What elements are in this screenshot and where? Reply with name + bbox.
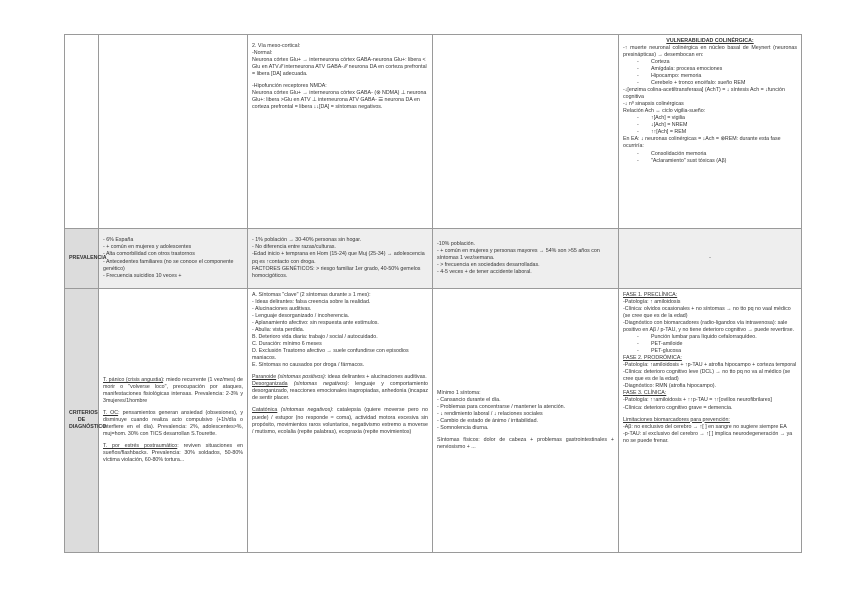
text-line: - Somnolencia diurna. (437, 425, 489, 432)
cell-empty-label (65, 35, 99, 229)
paranoide-note: (síntomas positivos) (276, 374, 325, 381)
text-line: En EA: ↓ neuronas colinérgicas = ↓Ach = ⊗REM: durante esta fase ocurriría: (623, 136, 783, 150)
bullet-list (623, 115, 797, 136)
text-line: -Hipofunción receptores NMDA: (252, 83, 327, 90)
text-line: - 4-5 veces + de tener accidente laboral. (437, 269, 532, 276)
text-line: Neurona córtex Glu+ → interneurona córtex GABA- (⊗ NDMA) ⊥ neurona Glu+: libera >Glu en ATV ⊥ interneurona ATV GABA- ☰ neurona DA en corteza prefrontal = libera ↓↓[DA] = síntomas negativos. (252, 90, 428, 111)
row-header-criterios: CRITERIOS DE DIAGNÓSTICO (65, 289, 99, 553)
bullet-list (623, 334, 797, 355)
cell-prevalence-anxiety (99, 229, 248, 289)
text-line: -Aβ: no exclusivo del cerebro → ↑[ ] en sangre no sugiere siempre EA (623, 423, 787, 430)
text-line: - + común en mujeres y adolescentes (103, 244, 192, 251)
text-line: - 1% población → 30-40% personas sin hogar. (252, 237, 362, 244)
list-item: - Hipocampo: memoria (651, 73, 797, 80)
text-line: - ↓ rendimiento laboral / ↓ relaciones sociales (437, 410, 543, 417)
text-line: - Frecuencia suicidios 10 veces + (103, 272, 182, 279)
list-item: - Consolidación memoria (651, 151, 797, 158)
text-line: -Diagnóstico con biomarcadores (radio-ligandos vía intravenosa): sale positivo en Aβ / p-TAU, y no tiene deterioro cognitivo → puede revertirse. (623, 320, 795, 334)
text-line: -Patología: ↑amiloidosis + ↑p-TAU + atrofia hipocampo + corteza temporal (623, 362, 797, 369)
list-item: - ↑↑[Ach] = REM (651, 129, 797, 136)
comparison-table (64, 34, 802, 553)
term-ptsd: T. por estrés postraumático (103, 443, 178, 450)
list-item: - ↑[Ach] = vigilia (651, 115, 797, 122)
phase-title: FASE 2. PRODRÓMICA: (623, 355, 682, 362)
text-line: -Patología: ↑↑amiloidosis + ↑↑p-TAU = ↑↑[ovillos neurofibrilares] (623, 397, 772, 404)
catatonica-text: : catalepsia (quiere moverse pero no puede) / estupor (no responde ≈ coma), actividad motora excesiva sin propósito, movimientos raros voluntarios, negativismo extremo a moverse / mutismo, ecolalia (repite palabras), ecopraxia (repite movimientos) (252, 407, 430, 435)
term-desorganizada: Desorganizada (252, 381, 288, 388)
list-item: - Cerebelo + tronco encéfalo: sueño REM (651, 80, 797, 87)
table-row (65, 289, 802, 553)
text-line: FACTORES GENÉTICOS: > riesgo familiar 1er grado, 40-50% gemelos homocigóticos. (252, 265, 422, 279)
text-line: -Clínica: deterioro cognitivo grave = demencia. (623, 404, 733, 411)
list-item: - PET-amiloide (651, 341, 797, 348)
cell-criteria-anxiety (99, 289, 248, 553)
text-line: Relación Ach ↔ ciclo vigilia-sueño: (623, 108, 706, 115)
catatonica-note: (síntomas negativos) (277, 407, 332, 414)
text-line: D. Exclusión Trastorno afectivo → suele confundirse con episodios maniacos. (252, 348, 411, 362)
text-line: -Normal: (252, 50, 273, 57)
cell-mesocortical (248, 35, 433, 229)
term-ocd: T. OC (103, 409, 119, 416)
text-line: C. Duración: mínimo 6 meses (252, 341, 322, 348)
text-line: - Cambio de estado de ánimo / irritabilidad. (437, 418, 538, 424)
desorganizada-text: : lenguaje y comportamiento desorganizado, reacciones emocionales inapropiadas, anhedonia (incapaz de sentir placer. (252, 381, 430, 402)
cell-cholinergic (619, 35, 802, 229)
text-line: - No diferencia entre razas/culturas. (252, 244, 336, 251)
term-paranoide: Paranoide (252, 374, 277, 381)
cell-criteria-insomnia (433, 289, 619, 553)
text-line: -↓ nº sinapsis colinérgicas (623, 101, 684, 108)
ptsd-text: : reviven situaciones en sueños/flashbacks. Prevalencia: 30% soldados, 50-80% víctima violación, 60-80% tortura... (103, 443, 245, 464)
text-line: A. Síntomas "clave" (2 síntomas durante ≥ 1 mes): (252, 292, 371, 298)
list-item: - Amígdala: procesa emociones (651, 66, 797, 73)
text-line: -↓[enzima colina-acetiltransferasa] (AchT) = ↓ síntesis Ach = ↓función cognitiva (623, 87, 787, 101)
text-line: - Ideas delirantes: falsa creencia sobre la realidad. (252, 299, 371, 306)
cell-criteria-schizophrenia (248, 289, 433, 553)
panic-text: : miedo recurrente (1 vez/mes) de morir o "volverse loco", preocupación por ataques, manifestaciones fisiológicas intensas. Prevalencia: 2-3% y 3mujeres/1hombre (103, 376, 245, 404)
cell-prevalence-alzheimer: - (619, 229, 802, 289)
section-title: VULNERABILIDAD COLINÉRGICA: (666, 38, 754, 44)
paragraph-panic (103, 377, 243, 405)
row-header-prevalencia: PREVALENCIA (65, 229, 99, 289)
text-line: - Aplanamiento afectivo: sin respuesta ante estímulos. (252, 320, 379, 327)
paragraph-paranoide (252, 374, 428, 381)
text-line: - Alucinaciones auditivas. (252, 306, 312, 313)
text-line: - 6% España (103, 237, 134, 244)
term-panic: T. pánico (crisis angustia) (103, 376, 164, 383)
text-line: - Cansancio durante el día. (437, 396, 501, 403)
text-line: B. Deterioro vida diaria: trabajo / social / autocuidado. (252, 334, 378, 341)
cell-prevalence-insomnia (433, 229, 619, 289)
text-line: -Diagnóstico: RMN (atrofia hipocampo). (623, 383, 717, 390)
text-line: - Abulia: vista perdida. (252, 327, 305, 334)
ocd-text: : pensamientos generan ansiedad (obsesiones), y disminuye cuando realiza acto compulsivo (+1h/día o interfiere en el día). Prevalencia: 2%, adolescentes>%, muj=hom. 30% con TICS desarrollan S.Tourette. (103, 409, 245, 438)
list-item: - Punción lumbar para líquido cefalorraquídeo. (651, 334, 797, 341)
text-line: Síntomas físicos: dolor de cabeza + problemas gastrointestinales + nerviosismo + ... (437, 437, 616, 451)
text-line: -p-TAU: sí exclusivo del cerebro → ↑[ ] implica neurodegeneración → ya no se puede frenar. (623, 430, 794, 444)
text-line: Neurona córtex Glu+ → interneurona córtex GABA-neurona Glu+: libera < Glu en ATV ⁄⁄⁄ interneurona ATV GABA- ⁄⁄⁄ neurona DA en corteza prefrontal = libera [DA] adecuada. (252, 57, 429, 78)
cell-prevalence-schizophrenia (248, 229, 433, 289)
text-line: 2. Vía meso-cortical: (252, 43, 301, 49)
bullet-list (623, 151, 797, 165)
text-line: -Clínica: olvidos ocasionales + no síntomas → no tto pq no vaal médico (se cree que es de la edad) (623, 306, 793, 320)
paranoide-text: : ideas delirantes + alucinaciones auditivas. (324, 374, 427, 381)
cell-empty (99, 35, 248, 229)
text-line: - + común en mujeres y personas mayores → 54% son >55 años con síntomas 1 vez/semana. (437, 247, 602, 261)
paragraph-ptsd (103, 443, 243, 464)
table-row (65, 35, 802, 229)
text-line: Mínimo 1 síntoma: (437, 389, 481, 396)
text-line: - Antecedentes familiares (no se conoce el componente genético) (103, 258, 235, 272)
paragraph-desorganizada (252, 381, 428, 402)
term-catatonica: Catatónica (252, 407, 278, 414)
list-item: - Corteza (651, 59, 797, 66)
cell-criteria-alzheimer (619, 289, 802, 553)
table-row (65, 229, 802, 289)
paragraph-catatonica (252, 407, 428, 435)
text-line: E. Síntomas no causados por droga / fármacos. (252, 362, 365, 369)
list-item: - "Aclaramiento" sust tóxicas (Aβ) (651, 158, 797, 165)
list-item: - PET-glucosa (651, 348, 797, 355)
limitations-title: Limitaciones biomarcadores para prevención: (623, 416, 730, 423)
text-line: -Edad inicio + temprana en Hom (15-24) que Muj (25-34) → adolescencia pq es ↑contacto con droga. (252, 251, 427, 265)
desorganizada-note: (síntomas negativos) (287, 381, 348, 388)
text-line: - > frecuencia en sociedades desarrolladas. (437, 262, 540, 269)
phase-title: FASE 1. PRECLÍNICA: (623, 292, 678, 298)
paragraph-ocd (103, 410, 243, 438)
cell-empty (433, 35, 619, 229)
text-line: -↑ muerte neuronal colinérgica en núcleo basal de Meynert (neuronas presinápticas) → desembocan en: (623, 45, 799, 59)
text-line: -Clínica: deterioro cognitivo leve (DCL) → no tto pq no va al médico (se cree que es de la edad) (623, 369, 792, 383)
phase-title: FASE 3. CLÍNICA: (623, 390, 667, 397)
list-item: - ↓[Ach] = NREM (651, 122, 797, 129)
text-line: -10% población. (437, 240, 475, 247)
text-line: - Problemas para concentrarse / mantener la atención. (437, 403, 566, 410)
text-line: - Lenguaje desorganizado / incoherencia. (252, 313, 350, 320)
text-line: -Patología: ↑ amiloidosis (623, 299, 681, 306)
text-line: - Alta comorbilidad con otros trastornos (103, 251, 195, 258)
bullet-list (623, 59, 797, 87)
